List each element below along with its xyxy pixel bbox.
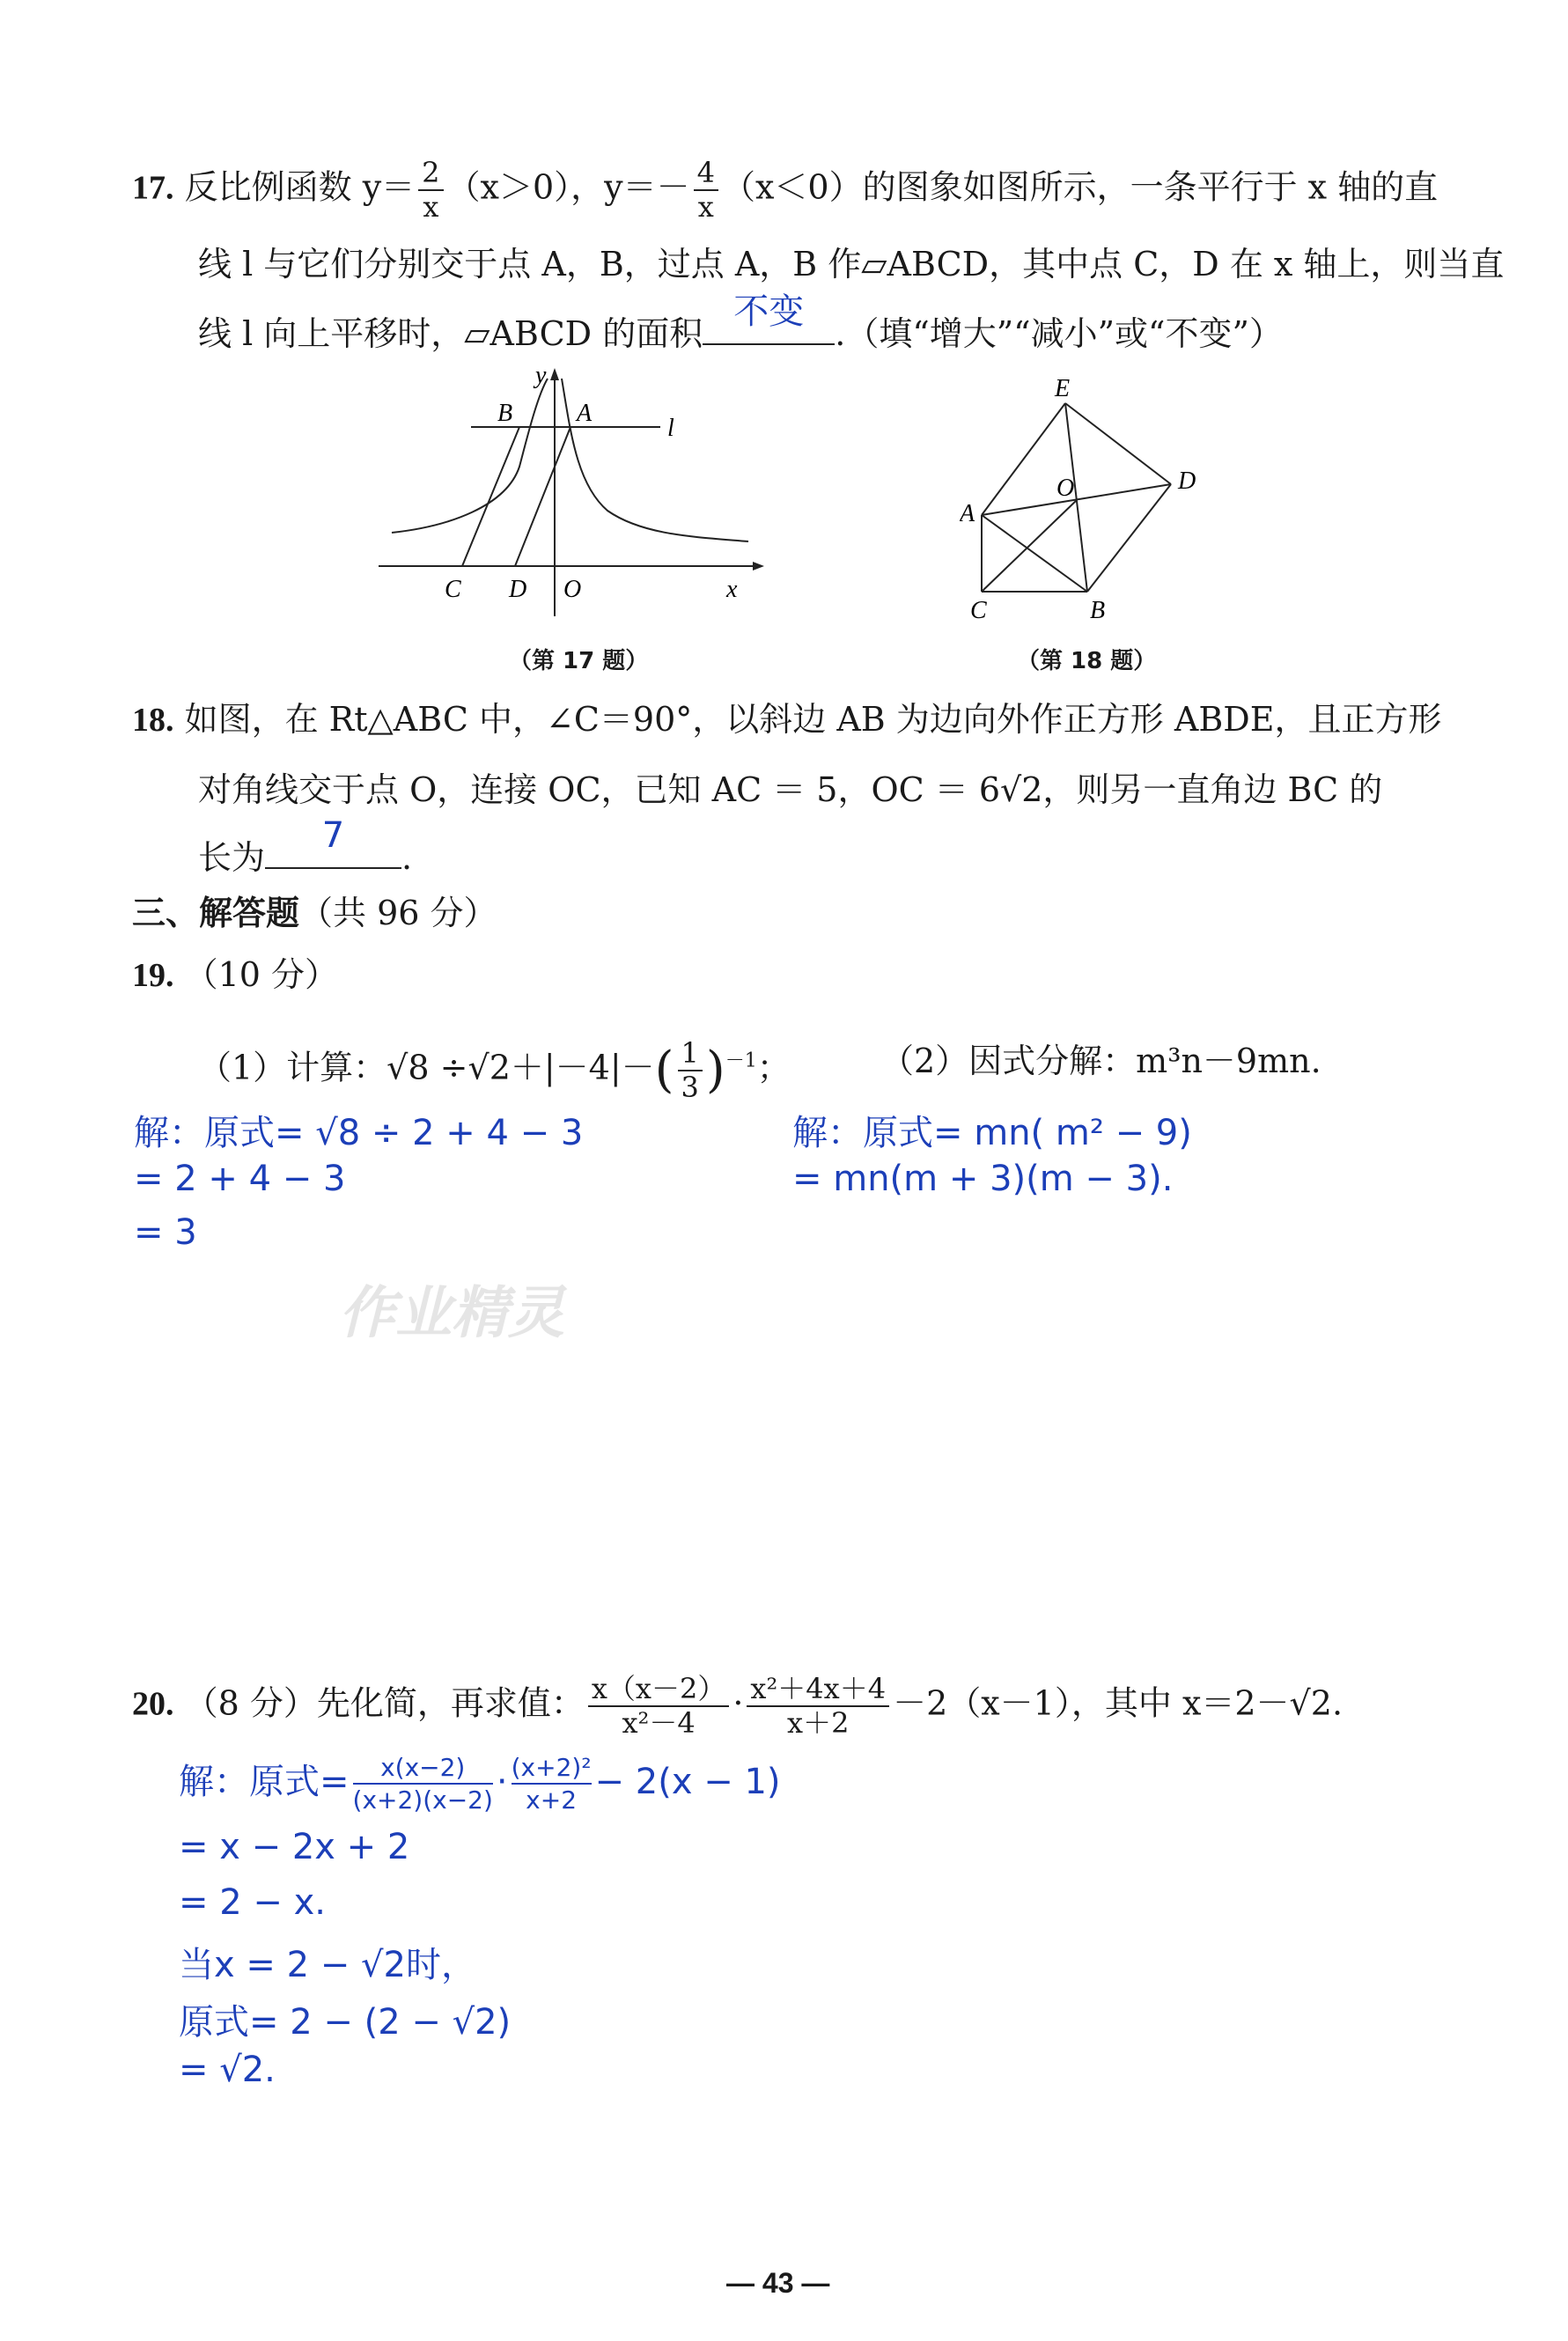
watermark-logo: 作业精灵 bbox=[339, 1281, 564, 1346]
fig17-label-A: A bbox=[577, 400, 593, 427]
q18-caption: （第 18 题） bbox=[1017, 648, 1157, 674]
q19-part2: （2）因式分解：m³n－9mn. bbox=[880, 1042, 1321, 1080]
q17-intro: 反比例函数 bbox=[184, 167, 352, 207]
q20-number: 20. bbox=[132, 1685, 174, 1723]
page-number: — 43 — bbox=[726, 2267, 830, 2299]
q17-line2: 线 l 与它们分别交于点 A，B，过点 A，B 作▱ABCD，其中点 C，D 在 x 轴上，则当直 bbox=[198, 245, 1505, 283]
q17-f2-condition: （x＜0）的图象如图所示，一条平行于 x 轴的直 bbox=[721, 167, 1439, 207]
fig17-left-curve bbox=[392, 379, 548, 533]
fig17-side-AD bbox=[515, 427, 571, 566]
fig17-label-B: B bbox=[497, 400, 513, 427]
q20-answer-line6: = √2. bbox=[179, 2050, 276, 2090]
fig18-side-ED bbox=[1065, 403, 1171, 484]
q20-answer-line3: = 2 − x. bbox=[179, 1882, 327, 1923]
section-3-title: 三、解答题 bbox=[132, 894, 300, 932]
q19-number: 19. bbox=[132, 957, 174, 994]
q18-line3: 长为 7 . bbox=[198, 814, 413, 877]
fig17-label-C: C bbox=[445, 576, 461, 603]
fig18-side-AB bbox=[982, 515, 1087, 592]
fig17-side-BC bbox=[462, 427, 519, 566]
q20-answer-fraction-2: $\frac{\text{(x+2)²}}{x+2}$ bbox=[511, 1753, 592, 1815]
q18-line2: 对角线交于点 O，连接 OC，已知 AC ＝ 5，OC ＝ 6√2，则另一直角边 BC 的 bbox=[198, 770, 1383, 809]
q17-number: 17. bbox=[132, 169, 174, 207]
q18-line1: 18. 如图，在 Rt△ABC 中，∠C＝90°，以斜边 AB 为边向外作正方形 ABDE，且正方形 bbox=[132, 700, 1442, 739]
q17-answer: 不变 bbox=[733, 291, 805, 332]
q20-line1: 20. （8 分）先化简，再求值： $\frac{x(x-2)}{\text{x²－4}}$ · $\frac{\text{x²＋4x＋4}}{x+2}$ －2（x－1），其中 x＝2－√2. bbox=[132, 1672, 1343, 1740]
q20-answer-line5: 原式= 2 − (2 − √2) bbox=[179, 2002, 512, 2043]
fig17-x-arrow bbox=[753, 562, 764, 571]
q19-answer1-line3: = 3 bbox=[134, 1212, 197, 1253]
q20-answer-line2: = x − 2x + 2 bbox=[179, 1827, 410, 1867]
q17-fraction-2: $\frac{4}{x}$ bbox=[694, 157, 718, 224]
q17-f1-prefix: y＝ bbox=[362, 167, 416, 207]
fig18-side-DB bbox=[1087, 484, 1171, 592]
q19-answer1-line1: 解：原式= √8 ÷ 2 + 4 − 3 bbox=[134, 1113, 584, 1153]
q17-line1 bbox=[132, 157, 1438, 224]
q20-fraction-1: $\frac{x(x-2)}{\text{x²－4}}$ bbox=[588, 1673, 729, 1740]
q18-answer: 7 bbox=[321, 814, 345, 856]
fig18-label-O: O bbox=[1056, 475, 1075, 502]
fig18-segment-OC bbox=[982, 500, 1077, 592]
q20-answer-line4: 当x = 2 − √2时， bbox=[179, 1945, 476, 1985]
q17-f2-prefix: y＝－ bbox=[604, 167, 690, 207]
fig17-label-y: y bbox=[535, 362, 547, 389]
q19-answer2-line2: = mn(m + 3)(m − 3). bbox=[792, 1159, 1174, 1199]
q17-line3: 线 l 向上平移时，▱ABCD 的面积 不变 .（填“增大”“减小”或“不变”） bbox=[198, 291, 1283, 353]
q17-f1-condition: （x＞0）， bbox=[446, 167, 605, 207]
q19-fraction: $\frac{1}{3}$ bbox=[678, 1037, 703, 1104]
fig18-label-B: B bbox=[1090, 597, 1106, 624]
q17-answer-blank bbox=[703, 291, 835, 345]
q19-answer2-line1: 解：原式= mn( m² − 9) bbox=[792, 1113, 1192, 1153]
fig18-label-E: E bbox=[1055, 375, 1071, 402]
q17-caption: （第 17 题） bbox=[509, 648, 649, 674]
q19-part1: （1）计算：√8 ÷√2＋|－4|－( $\frac{1}{3}$ )$^{-1}$； bbox=[198, 1036, 791, 1104]
fig17-label-O: O bbox=[563, 576, 582, 603]
fig18-label-C: C bbox=[970, 597, 987, 624]
q19-answer1-line2: = 2 + 4 − 3 bbox=[134, 1159, 346, 1199]
section-3-score: （共 96 分） bbox=[299, 894, 497, 932]
q17-fraction-1: $\frac{2}{x}$ bbox=[418, 157, 443, 224]
fig18-side-AE bbox=[982, 403, 1065, 515]
fig18-label-D: D bbox=[1178, 467, 1196, 495]
fig17-label-D: D bbox=[509, 576, 527, 603]
fig17-y-arrow bbox=[550, 368, 559, 380]
q20-answer-line1: 解：原式= $\frac{x(x-2)}{(x+2)(x-2)}$ · $\frac{\text{(x+2)²}}{x+2}$ − 2(x − 1) bbox=[179, 1753, 781, 1815]
figure-17 bbox=[379, 361, 766, 625]
fig17-label-x: x bbox=[726, 576, 738, 603]
q20-fraction-2: $\frac{\text{x²＋4x＋4}}{x+2}$ bbox=[747, 1673, 889, 1740]
fig17-label-l: l bbox=[667, 415, 674, 442]
figure-18 bbox=[960, 370, 1224, 625]
q19-heading: 19. （10 分） bbox=[132, 955, 339, 994]
q18-number: 18. bbox=[132, 702, 174, 739]
section-3-heading bbox=[132, 894, 497, 934]
fig18-label-A: A bbox=[960, 500, 975, 527]
q20-answer-fraction-1: $\frac{x(x-2)}{(x+2)(x-2)}$ bbox=[352, 1753, 493, 1815]
